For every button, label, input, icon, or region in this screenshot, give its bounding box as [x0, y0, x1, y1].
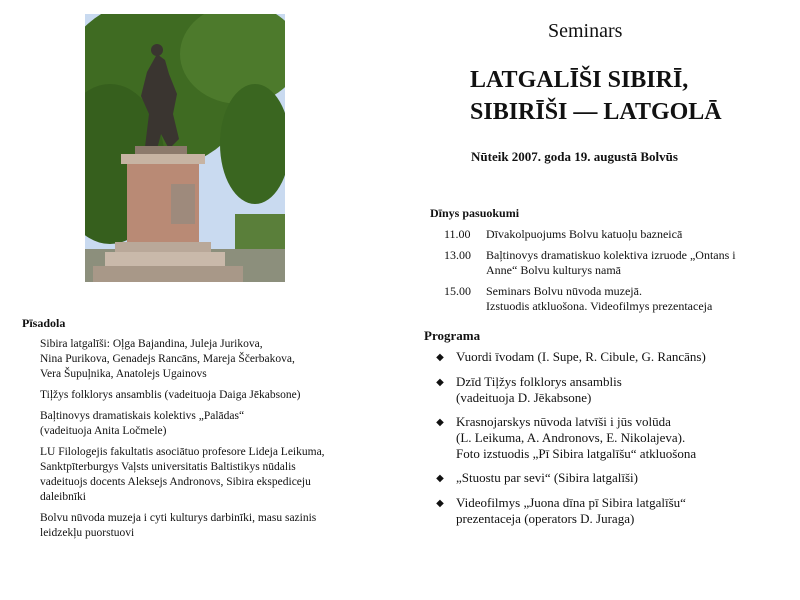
daily-events-section — [430, 206, 790, 320]
event-time: 11.00 — [444, 227, 471, 241]
program-section — [424, 328, 794, 535]
diamond-bullet-icon: ◆ — [436, 377, 444, 388]
diamond-bullet-icon: ◆ — [436, 498, 444, 509]
diamond-bullet-icon: ◆ — [436, 417, 444, 428]
diamond-bullet-icon: ◆ — [436, 473, 444, 484]
events-heading: Dīnys pasuokumi — [430, 206, 520, 220]
participants-section — [22, 316, 352, 547]
program-item: ◆ Krasnojarskys nūvoda latvīši i jūs volūda (L. Leikuma, A. Andronovs, E. Nikolajeva). Foto izstuodis „Pī Sibira latgalīšu“ atkluošona — [424, 414, 794, 462]
event-item: 11.00 Dīvakolpuojums Bolvu katuoļu bazneicā — [430, 227, 790, 242]
seminar-label: Seminars — [548, 20, 623, 42]
participant-item: LU Filologejis fakultatis asociātuo profesore Lideja Leikuma, Sanktpīterburgys Vaļsts universitatis Baltistikys nūdalis vadeituojs docents Aleksejs Andronovs, Sibira ekspediceju daleibnīki — [40, 446, 325, 503]
program-item: ◆ „Stuostu par sevi“ (Sibira latgalīši) — [424, 470, 794, 487]
pedestal-cap — [121, 154, 205, 164]
program-item: ◆ Videofilmys „Juona dīna pī Sibira latgalīšu“ prezentaceja (operators D. Juraga) — [424, 495, 794, 527]
participants-heading: Pīsadola — [22, 316, 66, 330]
monument-photo — [85, 14, 285, 282]
program-heading: Programa — [424, 328, 481, 343]
participant-item: Sibira latgalīši: Oļga Bajandina, Juleja Jurikova, Nina Purikova, Genadejs Rancāns, Mareja Ščerbakova, Vera Šupuļnika, Anatolejs Ugainovs — [40, 338, 295, 380]
event-item: 15.00 Seminars Bolvu nūvoda muzejā. Izstuodis atkluošona. Videofilmys prezentaceja — [430, 284, 790, 314]
seminar-title: LATGALĪŠI SIBIRĪ, SIBIRĪŠI — LATGOLĀ — [470, 67, 722, 125]
program-item: ◆ Dzīd Tiļžys folklorys ansamblis (vadeituoja D. Jēkabsone) — [424, 374, 794, 406]
date-place: Nūteik 2007. goda 19. augustā Bolvūs — [471, 149, 678, 164]
participant-item: Tiļžys folklorys ansamblis (vadeituoja Daiga Jēkabsone) — [40, 389, 301, 401]
event-item: 13.00 Baļtinovys dramatiskuo kolektiva izruode „Ontans i Anne“ Bolvu kulturys namā — [430, 248, 790, 278]
event-time: 15.00 — [444, 284, 471, 298]
program-item: ◆ Vuordi īvodam (I. Supe, R. Cibule, G. Rancāns) — [424, 349, 794, 366]
monument-illustration — [85, 14, 285, 282]
participant-item: Baļtinovys dramatiskais kolektivs „Palādas“ (vadeituoja Anita Ločmele) — [40, 410, 245, 437]
event-time: 13.00 — [444, 248, 471, 262]
diamond-bullet-icon: ◆ — [436, 352, 444, 363]
participant-item: Bolvu nūvoda muzeja i cyti kulturys darbinīki, masu sazinis leidzekļu puorstuovi — [40, 512, 317, 539]
